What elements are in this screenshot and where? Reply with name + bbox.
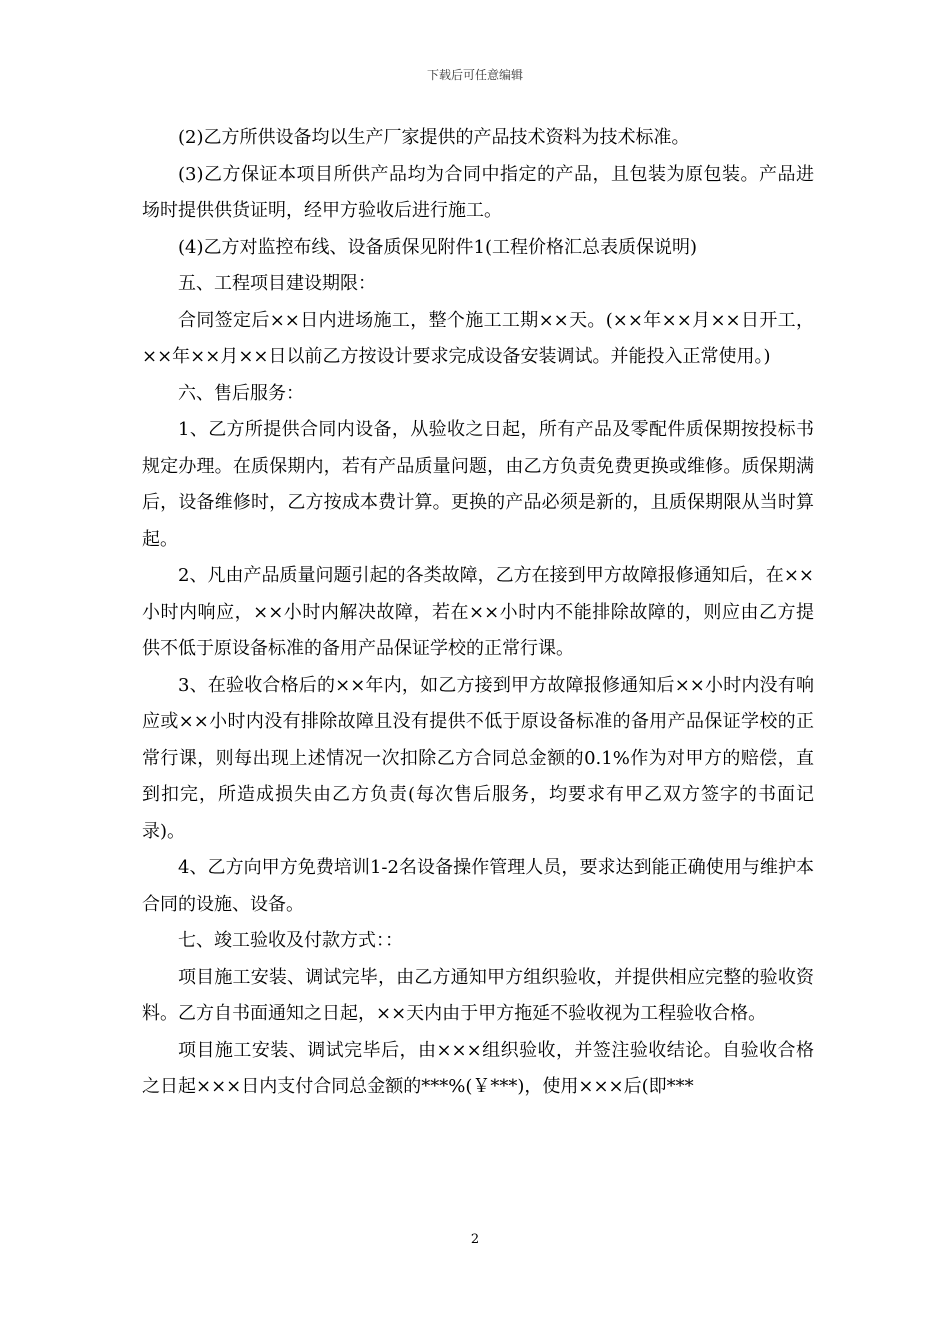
paragraph: (2)乙方所供设备均以生产厂家提供的产品技术资料为技术标准。	[178, 127, 690, 148]
section-heading: 五、工程项目建设期限：	[178, 273, 376, 294]
page-number: 2	[470, 1232, 480, 1247]
paragraph: 3、在验收合格后的××年内，如乙方接到甲方故障报修通知后××小时内没有响应或××小时内没有排除故障且没有提供不低于原设备标准的备用产品保证学校的正常行课，则每出现上述情况一次扣除乙方合同总金额的0.1%作为对甲方的赔偿，直到扣完，所造成损失由乙方负责(每次售后服务，均要求有甲乙双方签字的书面记录)。	[142, 674, 814, 842]
paragraph: 2、凡由产品质量问题引起的各类故障，乙方在接到甲方故障报修通知后，在××小时内响应，××小时内解决故障，若在××小时内不能排除故障的，则应由乙方提供不低于原设备标准的备用产品保证学校的正常行课。	[142, 565, 814, 659]
paragraph: 合同签定后××日内进场施工，整个施工工期××天。(××年××月××日开工，××年××月××日以前乙方按设计要求完成设备安装调试。并能投入正常使用。)	[142, 309, 814, 367]
paragraph: 1、乙方所提供合同内设备，从验收之日起，所有产品及零配件质保期按投标书规定办理。在质保期内，若有产品质量问题，由乙方负责免费更换或维修。质保期满后，设备维修时，乙方按成本费计算。更换的产品必须是新的，且质保期限从当时算起。	[142, 419, 814, 550]
section-heading: 七、竣工验收及付款方式：：	[178, 930, 403, 951]
paragraph: 项目施工安装、调试完毕后，由×××组织验收，并签注验收结论。自验收合格之日起×××日内支付合同总金额的***%(￥***)，使用×××后(即***	[142, 1039, 814, 1097]
paragraph: (3)乙方保证本项目所供产品均为合同中指定的产品，且包装为原包装。产品进场时提供供货证明，经甲方验收后进行施工。	[142, 163, 814, 221]
section-heading: 六、售后服务：	[178, 382, 304, 404]
paragraph: (4)乙方对监控布线、设备质保见附件1(工程价格汇总表质保说明)	[178, 236, 697, 258]
paragraph: 项目施工安装、调试完毕，由乙方通知甲方组织验收，并提供相应完整的验收资料。乙方自书面通知之日起，××天内由于甲方拖延不验收视为工程验收合格。	[142, 966, 814, 1024]
document-body	[142, 120, 814, 1106]
page-header: 下载后可任意编辑	[426, 68, 523, 82]
paragraph: 4、乙方向甲方免费培训1-2名设备操作管理人员，要求达到能正确使用与维护本合同的设施、设备。	[142, 857, 814, 915]
